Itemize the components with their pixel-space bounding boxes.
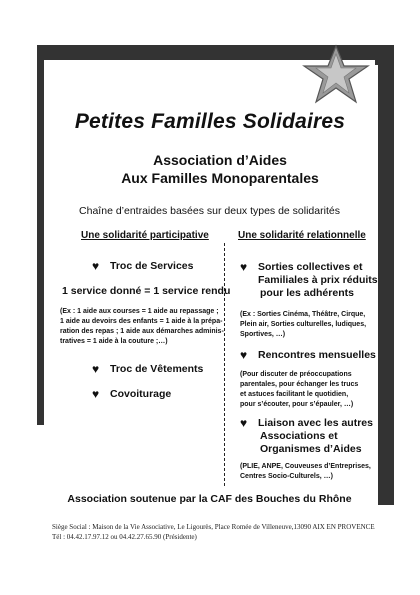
heart-bullet-icon: ♥ <box>240 260 248 274</box>
frame-right-bar <box>378 45 394 505</box>
example-line: (Ex : 1 aide aux courses = 1 aide au repassage ; <box>60 308 219 315</box>
liaison-line: Organismes d’Aides <box>260 443 362 455</box>
sorties-detail <box>240 310 366 340</box>
liaison-line: Associations et <box>260 430 338 442</box>
example-line: 1 aide au devoirs des enfants = 1 aide à la prépa- <box>60 318 223 325</box>
sorties-detail-line: Plein air, Sorties culturelles, ludiques, <box>240 321 367 328</box>
rencontres-detail <box>240 370 358 410</box>
example-line: ration des repas ; 1 aide aux démarches adminis- <box>60 328 224 335</box>
address-line: Siège Social : Maison de la Vie Associative, Le Ligourès, Place Romée de Villeneuve,13090 AIX EN PROVENCE <box>52 523 375 531</box>
liaison-detail-line: Centres Socio-Culturels, …) <box>240 473 333 480</box>
services-example <box>60 307 225 347</box>
rencontres-detail-line: et astuces facilitant le quotidien, <box>240 391 349 398</box>
heart-bullet-icon: ♥ <box>92 387 100 401</box>
subtitle: Chaîne d’entraides basées sur deux types de solidarités <box>79 205 340 217</box>
association-line-1: Association d’Aides <box>153 152 287 168</box>
address-block <box>52 522 375 542</box>
caf-support-line: Association soutenue par la CAF des Bouches du Rhône <box>67 493 352 505</box>
heart-bullet-icon: ♥ <box>92 259 100 273</box>
service-rule: 1 service donné = 1 service rendu <box>62 285 231 297</box>
heading-participative: Une solidarité participative <box>81 230 209 241</box>
rencontres-detail-line: parentales, pour échanger les trucs <box>240 381 359 388</box>
association-line-2: Aux Familles Monoparentales <box>121 170 319 186</box>
sorties-line: Sorties collectives et <box>258 261 363 273</box>
rencontres-mensuelles: Rencontres mensuelles <box>258 349 376 361</box>
rencontres-detail-line: pour s’écouter, pour s’épauler, …) <box>240 401 354 408</box>
star-icon <box>296 44 376 106</box>
troc-services: Troc de Services <box>110 260 194 272</box>
flyer-title: Petites Familles Solidaires <box>74 110 346 133</box>
heart-bullet-icon: ♥ <box>92 362 100 376</box>
sorties-line: Familiales à prix réduits <box>258 274 378 286</box>
rencontres-detail-line: (Pour discuter de préoccupations <box>240 371 352 378</box>
example-line: tratives = 1 aide à la couture ;…) <box>60 338 168 345</box>
liaison-line: Liaison avec les autres <box>258 417 373 429</box>
liaison-detail <box>240 462 371 482</box>
covoiturage: Covoiturage <box>110 388 172 400</box>
heading-relationnelle: Une solidarité relationnelle <box>238 230 366 241</box>
column-divider <box>224 243 225 486</box>
sorties-line: pour les adhérents <box>260 287 354 299</box>
troc-vetements: Troc de Vêtements <box>110 363 204 375</box>
sorties-collectives <box>258 261 378 300</box>
heart-bullet-icon: ♥ <box>240 348 248 362</box>
liaison-associations <box>258 417 373 456</box>
sorties-detail-line: Sportives, …) <box>240 331 286 338</box>
phone-line: Tél : 04.42.17.97.12 ou 04.42.27.65.90 (Présidente) <box>52 533 197 541</box>
sorties-detail-line: (Ex : Sorties Cinéma, Théâtre, Cirque, <box>240 311 366 318</box>
heart-bullet-icon: ♥ <box>240 416 248 430</box>
liaison-detail-line: (PLIE, ANPE, Couveuses d’Entreprises, <box>240 463 371 470</box>
